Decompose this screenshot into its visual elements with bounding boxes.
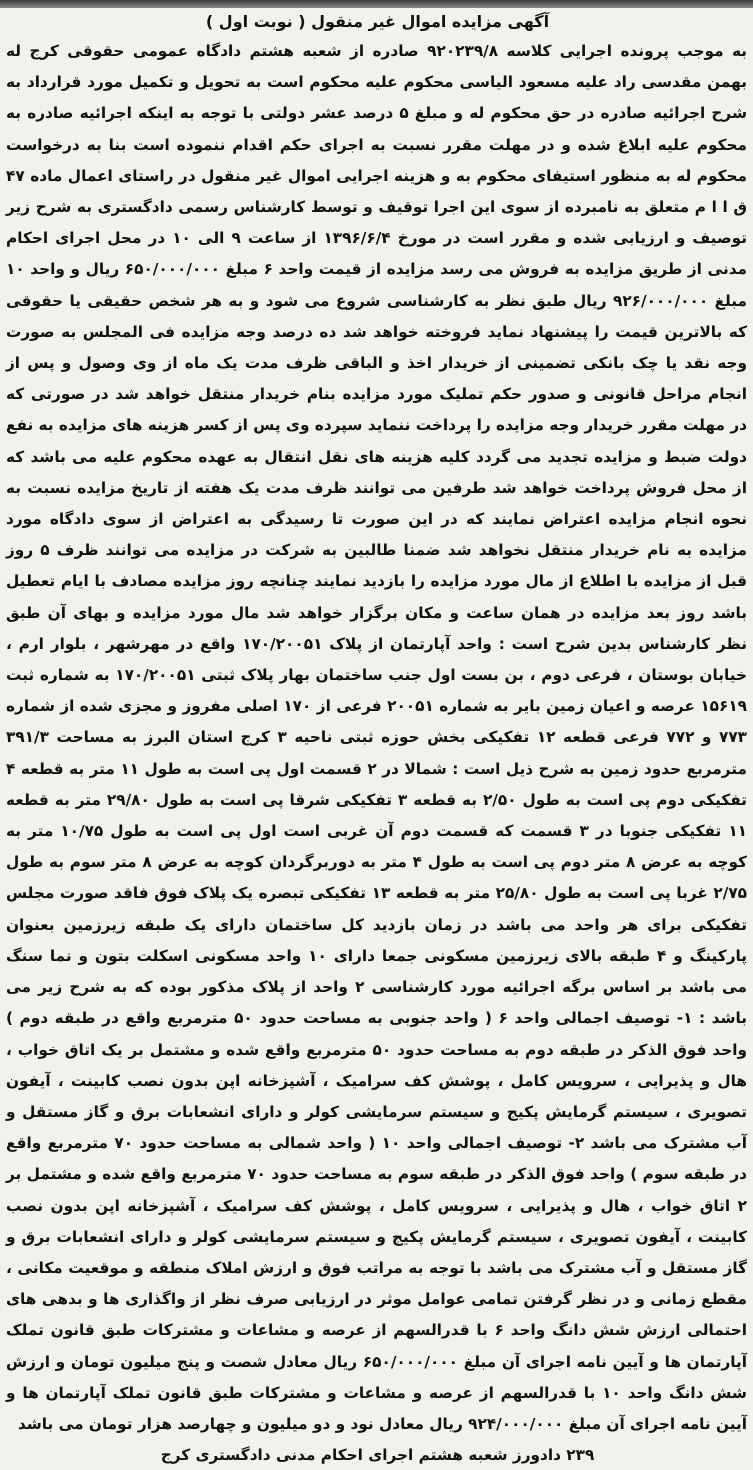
notice-title: آگهی مزایده اموال غیر منقول ( نوبت اول ) [205,12,550,31]
notice-footer: ۲۳۹ دادورز شعبه هشتم اجرای احکام مدنی دادگستری کرج [160,1446,595,1465]
notice-body-text: به موجب پرونده اجرایی کلاسه ۹۲۰۲۳۹/۸ صادره از شعبه هشتم دادگاه عمومی حقوقی کرج له بهمن مقدسی راد علیه مسعود الیاسی محکوم علیه محکوم است به تحویل و تکمیل مورد قرارداد به شرح اجرائیه صادره در حق محکوم له و مبلغ ۵ درصد عشر دولتی با توجه به اینکه اجرائیه صادره به محکوم علیه ابلاغ شده و در مهلت مقرر نسبت به اجرای حکم اقدام ننموده است بنا به درخواست محکوم له به منظور استیفای محکوم به و هزینه اجرایی اموال غیر منقول در راستای اعمال ماده ۴۷ ق ا ا م متعلق به نامبرده از سوی این اجرا توقیف و توسط کارشناس رسمی دادگستری به شرح زیر توصیف و ارزیابی شده و مقرر است در مورخ ۱۳۹۶/۶/۴ از ساعت ۹ الی ۱۰ در محل اجرای احکام مدنی از طریق مزایده به فروش می رسد مزایده از قیمت واحد ۶ مبلغ ۶۵۰/۰۰۰/۰۰۰ ریال و واحد ۱۰ مبلغ ۹۲۶/۰۰۰/۰۰۰ ریال طبق نظر به کارشناسی شروع می شود و به هر شخص حقیقی یا حقوقی که بالاترین قیمت را پیشنهاد نماید فروخته خواهد شد ده درصد وجه مزایده فی المجلس به صورت وجه نقد یا چک بانکی تضمینی از خریدار اخذ و الباقی ظرف مدت یک ماه از وی وصول و پس از انجام مراحل قانونی و صدور حکم تملیک مورد مزایده بنام خریدار منتقل خواهد شد در صورتی که در مهلت مقرر خریدار وجه مزایده را پرداخت ننماید سپرده وی پس از کسر هزینه های مزایده به نفع دولت ضبط و مزایده تجدید می گردد کلیه هزینه های نقل انتقال به عهده محکوم علیه می باشد که از محل فروش پرداخت خواهد شد طرفین می توانند ظرف مدت یک هفته از تاریخ مزایده نسبت به نحوه انجام مزایده اعتراض نمایند که در این صورت تا رسیدگی به اعتراض از سوی دادگاه مورد مزایده به نام خریدار منتقل نخواهد شد ضمنا طالبین به شرکت در مزایده می توانند ظرف ۵ روز قبل از مزایده با اطلاع از مال مورد مزایده را بازدید نمایند چنانچه روز مزایده مصادف با ایام تعطیل باشد روز بعد مزایده در همان ساعت و مکان برگزار خواهد شد مال مورد مزایده و بهای آن طبق نظر کارشناس بدین شرح است : واحد آپارتمان از پلاک ۱۷۰/۲۰۰۵۱ واقع در مهرشهر ، بلوار ارم ، خیابان بوستان ، فرعی دوم ، بن بست اول جنب ساختمان بهار پلاک ثبتی ۱۷۰/۲۰۰۵۱ به شماره ثبت ۱۵۶۱۹ عرصه و اعیان زمین بایر به شماره ۲۰۰۵۱ فرعی از ۱۷۰ اصلی مفروز و مجزی شده از شماره ۷۷۳ و ۷۷۲ فرعی قطعه ۱۲ تفکیکی بخش حوزه ثبتی ناحیه ۳ کرج استان البرز به مساحت ۳۹۱/۳ مترمربع حدود زمین به شرح ذیل است : شمالا در ۲ قسمت اول پی است به طول ۱۱ متر به قطعه ۴ تفکیکی دوم پی است به طول ۲/۵۰ به قطعه ۳ تفکیکی شرقا پی است به طول ۲۹/۸۰ متر به قطعه ۱۱ تفکیکی جنوبا در ۳ قسمت که قسمت دوم آن غربی است اول پی است به طول ۱۰/۷۵ متر به کوچه به عرض ۸ متر دوم پی است به طول ۴ متر به دوربرگردان کوچه به عرض ۸ متر سوم به طول ۲/۷۵ غربا پی است به طول ۲۵/۸۰ متر به قطعه ۱۳ تفکیکی تبصره یک پلاک فوق فاقد صورت مجلس تفکیکی برای هر واحد می باشد در زمان بازدید کل ساختمان دارای یک طبقه زیرزمین بعنوان پارکینگ و ۴ طبقه بالای زیرزمین مسکونی جمعا دارای ۱۰ واحد مسکونی اسکلت بتون و نما سنگ می باشد بر اساس برگه اجرائیه مورد کارشناسی ۲ واحد از پلاک مذکور بوده که به شرح زیر می باشد : ۱- توصیف اجمالی واحد ۶ ( واحد جنوبی به مساحت حدود ۵۰ مترمربع واقع در طبقه دوم ) واحد فوق الذکر در طبقه دوم به مساحت حدود ۵۰ مترمربع واقع شده و مشتمل بر یک اتاق خواب ، هال و پذیرایی ، سرویس کامل ، پوشش کف سرامیک ، آشپزخانه اپن بدون نصب کابینت ، آیفون تصویری ، سیستم گرمایش پکیج و سیستم سرمایشی کولر و دارای انشعابات برق و گاز مستقل و آب مشترک می باشد ۲- توصیف اجمالی واحد ۱۰ ( واحد شمالی به مساحت حدود ۷۰ مترمربع واقع در طبقه سوم ) واحد فوق الذکر در طبقه سوم به مساحت حدود ۷۰ مترمربع واقع شده و مشتمل بر ۲ اتاق خواب ، هال و پذیرایی ، سرویس کامل ، پوشش کف سرامیک ، آشپزخانه اپن بدون نصب کابینت ، آیفون تصویری ، سیستم گرمایش پکیج و سیستم سرمایشی کولر و دارای انشعابات برق و گاز مستقل و آب مشترک می باشد با توجه به مراتب فوق و ارزش املاک منطقه و موقعیت مکانی ، مقطع زمانی و در نظر گرفتن تمامی عوامل موثر در ارزیابی صرف نظر از واگذاری ها و بدهی های احتمالی ارزش شش دانگ واحد ۶ با قدرالسهم از عرصه و مشاعات و مشترکات طبق قانون تملک آپارتمان ها و آیین نامه اجرای آن مبلغ ۶۵۰/۰۰۰/۰۰۰ ریال معادل شصت و پنج میلیون تومان و ارزش شش دانگ واحد ۱۰ با قدرالسهم از عرصه و مشاعات و مشترکات طبق قانون تملک آپارتمان ها و آیین نامه اجرای آن مبلغ ۹۲۴/۰۰۰/۰۰۰ ریال معادل نود و دو میلیون و چهارصد هزار تومان می باشد [6,42,748,1433]
newspaper-notice [6,10,749,1465]
top-border-strip [0,0,753,8]
notice-body [6,36,749,1440]
